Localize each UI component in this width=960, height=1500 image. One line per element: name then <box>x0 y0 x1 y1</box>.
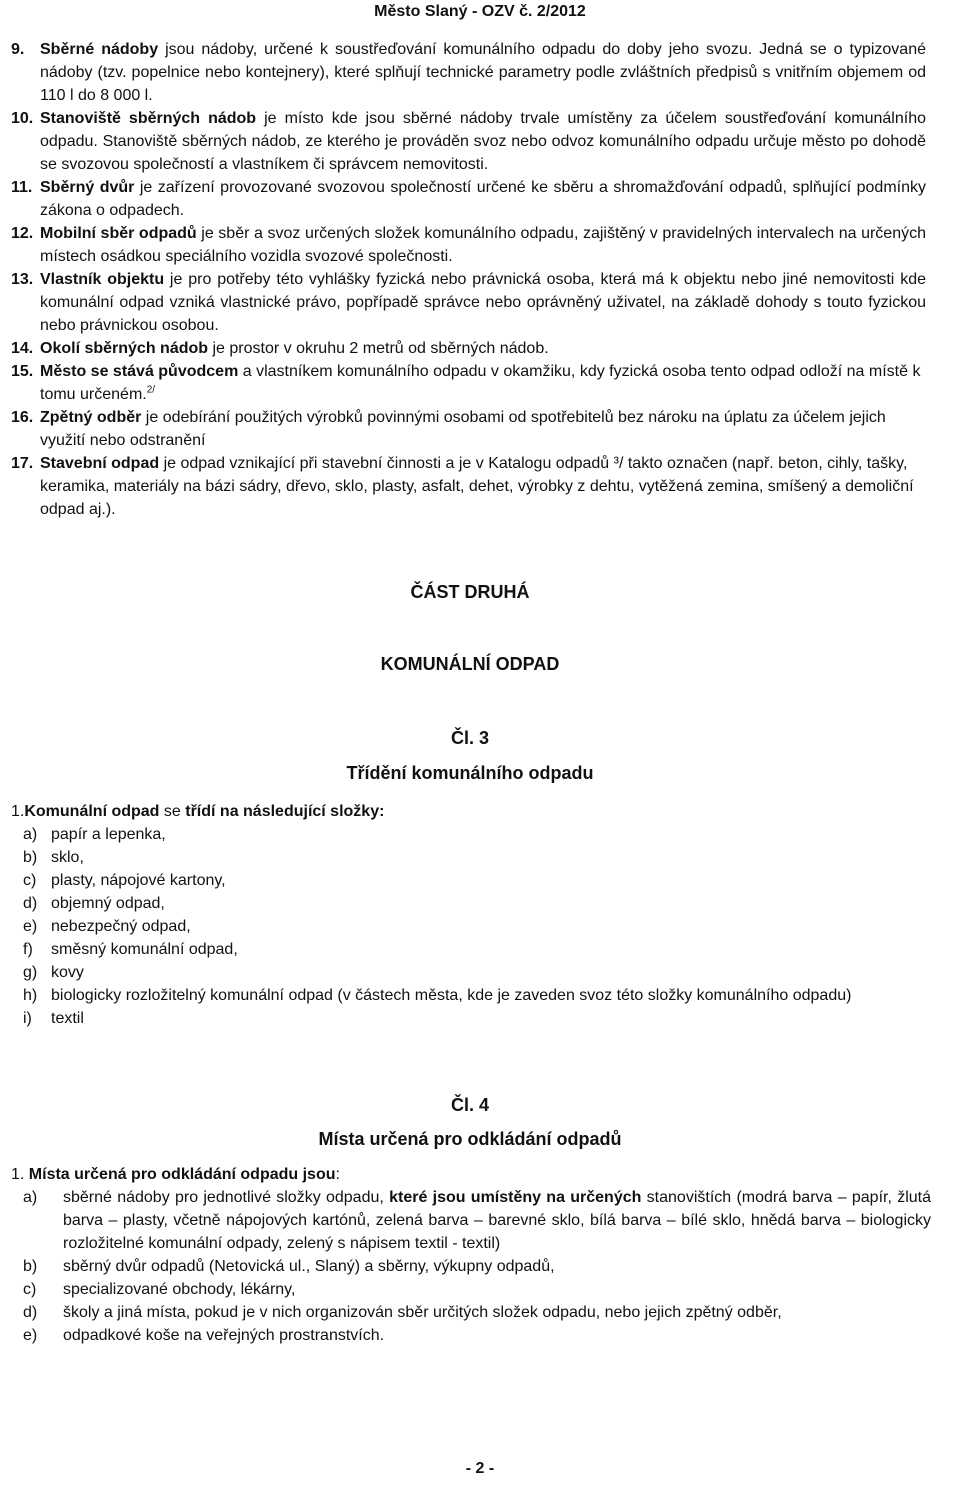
def-number: 9. <box>11 41 25 58</box>
item-label: i) <box>23 1010 32 1027</box>
def-number: 12. <box>11 225 34 242</box>
item-text: sběrný dvůr odpadů (Netovická ul., Slaný) a sběrny, výkupny odpadů, <box>63 1258 555 1275</box>
item-label: d) <box>23 1304 38 1321</box>
lead-term: Komunální odpad <box>24 803 160 820</box>
article-4-body <box>11 1163 931 1347</box>
item-text: odpadkové koše na veřejných prostranstvích. <box>63 1327 385 1344</box>
item-label: g) <box>23 964 38 981</box>
item-text-bold: které jsou umístěny na určených <box>389 1189 642 1206</box>
definition-15 <box>11 360 926 406</box>
list-item <box>23 1007 931 1030</box>
def-term: Stanoviště sběrných nádob <box>40 110 257 127</box>
def-text: je zařízení provozované svozovou společností určené ke sběru a shromažďování odpadů, splňující podmínky zákona o odpadech. <box>40 179 926 219</box>
item-label: h) <box>23 987 38 1004</box>
list-item <box>23 915 931 938</box>
article-3-body <box>11 800 931 1030</box>
def-number: 14. <box>11 340 34 357</box>
item-text: biologicky rozložitelný komunální odpad (v částech města, kde je zaveden svoz této složky komunálního odpadu) <box>51 987 852 1004</box>
definitions-list <box>11 38 926 521</box>
def-number: 15. <box>11 363 34 380</box>
part-subtitle: KOMUNÁLNÍ ODPAD <box>380 654 560 674</box>
page-number: - 2 - <box>465 1460 495 1477</box>
definition-16 <box>11 406 926 452</box>
list-item <box>23 1186 931 1255</box>
item-label: a) <box>23 826 38 843</box>
waste-categories-list <box>11 823 931 1030</box>
item-label: a) <box>23 1189 38 1206</box>
definition-9 <box>11 38 926 107</box>
item-label: e) <box>23 918 38 935</box>
lead-number: 1. <box>11 803 25 820</box>
item-label: f) <box>23 941 33 958</box>
lead-term-2: třídí <box>185 803 216 820</box>
definition-10 <box>11 107 926 176</box>
def-text: jsou nádoby, určené k soustřeďování komunálního odpadu do doby jeho svozu. Jedná se o typizované nádoby (tzv. popelnice nebo kontejnery), které splňují technické parametry podle zvláštních předpisů s vnitřním objemem od 110 l do 8 000 l. <box>40 41 926 104</box>
lead-text: se <box>159 803 186 820</box>
def-number: 16. <box>11 409 34 426</box>
item-label: c) <box>23 1281 37 1298</box>
definition-14 <box>11 337 926 360</box>
def-term: Okolí sběrných nádob <box>40 340 209 357</box>
article-4-number: Čl. 4 <box>450 1095 489 1115</box>
definition-11 <box>11 176 926 222</box>
lead-number: 1. <box>11 1166 25 1183</box>
list-item <box>23 823 931 846</box>
item-label: e) <box>23 1327 38 1344</box>
def-number: 17. <box>11 455 34 472</box>
def-term: Sběrné nádoby <box>40 41 159 58</box>
item-text: směsný komunální odpad, <box>51 941 238 958</box>
def-text: je prostor v okruhu 2 metrů od sběrných nádob. <box>208 340 549 357</box>
def-number: 13. <box>11 271 34 288</box>
lead-term-3: na následující složky: <box>215 803 385 820</box>
item-text: specializované obchody, lékárny, <box>63 1281 296 1298</box>
item-text: kovy <box>51 964 84 981</box>
definition-17 <box>11 452 926 521</box>
list-item <box>23 869 931 892</box>
list-item <box>23 1255 931 1278</box>
item-text: sběrné nádoby pro jednotlivé složky odpadu, <box>63 1189 390 1206</box>
page-header: Město Slaný - OZV č. 2/2012 <box>374 3 586 20</box>
part-title: ČÁST DRUHÁ <box>410 582 530 602</box>
definition-12 <box>11 222 926 268</box>
item-text-2: stanovištích (modrá barva – papír, žlutá barva – plasty, včetně nápojových kartónů, zelená barva – barevné sklo, bílá barva – bílé sklo, hnědá barva – biologicky rozložitelné komunální odpady, zelený s nápisem textil - textil) <box>63 1189 931 1252</box>
def-text: je pro potřeby této vyhlášky fyzická nebo právnická osoba, která má k objektu nebo jiné nemovitosti kde komunální odpad vzniká vlastnické právo, popřípadě správce nebo oprávněný uživatel, na základě dohody s touto fyzickou nebo právnickou osobou. <box>40 271 926 334</box>
list-item <box>23 1278 931 1301</box>
def-text: je odpad vznikající při stavební činnosti a je v Katalogu odpadů ³/ takto označen (např. beton, cihly, tašky, keramika, materiály na bázi sádry, dřevo, sklo, plasty, asfalt, dehet, výrobky z dehtu, vytěžená zemina, smíšený a demoliční odpad aj.). <box>40 455 914 518</box>
def-number: 10. <box>11 110 34 127</box>
item-text: sklo, <box>51 849 84 866</box>
article-3-lead <box>11 800 931 823</box>
item-label: d) <box>23 895 38 912</box>
def-term: Sběrný dvůr <box>40 179 135 196</box>
def-term: Vlastník objektu <box>40 271 165 288</box>
lead-term: Místa určená pro odkládání odpadu jsou <box>28 1166 336 1183</box>
list-item <box>23 938 931 961</box>
article-3-title: Třídění komunálního odpadu <box>346 763 594 783</box>
definition-13 <box>11 268 926 337</box>
article-3-number: Čl. 3 <box>450 728 489 748</box>
def-text: a vlastníkem komunálního odpadu v okamžiku, kdy fyzická osoba tento odpad odloží na místě k tomu určeném. <box>40 363 921 403</box>
item-label: b) <box>23 1258 38 1275</box>
def-text: je odebírání použitých výrobků povinnými osobami od spotřebitelů bez nároku na úplatu za účelem jejich využití nebo odstranění <box>40 409 886 449</box>
item-text: textil <box>51 1010 84 1027</box>
def-number: 11. <box>11 179 33 196</box>
item-label: c) <box>23 872 37 889</box>
def-text: je místo kde jsou sběrné nádoby trvale umístěny za účelem soustřeďování komunálního odpadu. Stanoviště sběrných nádob, ze kterého je prováděn svoz nebo odvoz komunálního odpadu určuje město po dohodě se svozovou společností a vlastníkem či správcem nemovitosti. <box>40 110 927 173</box>
item-text: papír a lepenka, <box>51 826 166 843</box>
list-item <box>23 984 931 1007</box>
def-term: Stavební odpad <box>40 455 160 472</box>
lead-suffix: : <box>335 1166 340 1183</box>
def-term: Mobilní sběr odpadů <box>40 225 197 242</box>
list-item <box>23 1324 931 1347</box>
item-text: objemný odpad, <box>51 895 165 912</box>
list-item <box>23 961 931 984</box>
item-text: nebezpečný odpad, <box>51 918 191 935</box>
list-item <box>23 1301 931 1324</box>
item-label: b) <box>23 849 38 866</box>
footnote-ref: 2/ <box>146 384 156 396</box>
def-term: Zpětný odběr <box>40 409 142 426</box>
disposal-places-list <box>11 1186 931 1347</box>
list-item <box>23 892 931 915</box>
article-4-title: Místa určená pro odkládání odpadů <box>318 1129 622 1149</box>
item-text: plasty, nápojové kartony, <box>51 872 226 889</box>
article-4-lead <box>11 1163 931 1186</box>
def-text: je sběr a svoz určených složek komunálního odpadu, zajištěný v pravidelných intervalech na určených místech osádkou speciálního vozidla svozové společnosti. <box>40 225 927 265</box>
item-text: školy a jiná místa, pokud je v nich organizován sběr určitých složek odpadu, nebo jejich zpětný odběr, <box>63 1304 782 1321</box>
def-term: Město se stává původcem <box>40 363 239 380</box>
list-item <box>23 846 931 869</box>
